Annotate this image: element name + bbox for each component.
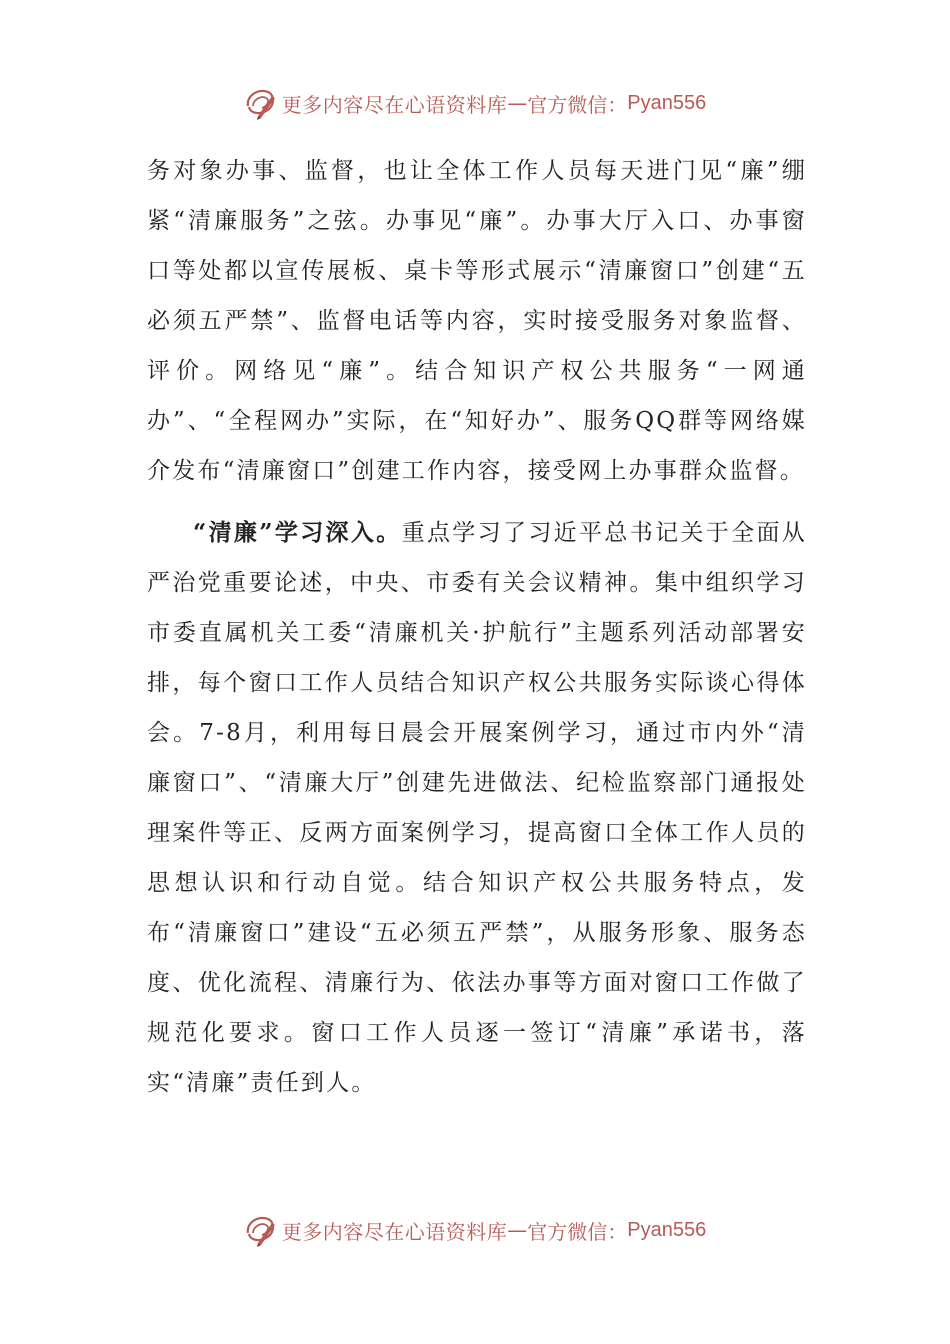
banner-separator: —: [507, 1218, 528, 1242]
pen-swirl-icon: [244, 86, 278, 120]
paragraph-2-body: 重点学习了习近平总书记关于全面从严治党重要论述，中央、市委有关会议精神。集中组织学习市委直属机关工委“清廉机关·护航行”主题系列活动部署安排，每个窗口工作人员结合知识产权公共服务实际谈心得体会。7-8月，利用每日晨会开展案例学习，通过市内外“清廉窗口”、“清廉大厅”创建先进做法、纪检监察部门通报处理案件等正、反两方面案例学习，提高窗口全体工作人员的思想认识和行动自觉。结合知识产权公共服务特点，发布“清廉窗口”建设“五必须五严禁”，从服务形象、服务态度、优化流程、清廉行为、依法办事等方面对窗口工作做了规范化要求。窗口工作人员逐一签订“清廉”承诺书，落实“清廉”责任到人。: [147, 520, 808, 1096]
banner-wechat-id: Pyan556: [627, 91, 707, 114]
footer-banner: [0, 1210, 950, 1250]
header-banner: [0, 83, 950, 123]
paragraph-1: 务对象办事、监督，也让全体工作人员每天进门见“廉”绷紧“清廉服务”之弦。办事见“廉”。办事大厅入口、办事窗口等处都以宣传展板、桌卡等形式展示“清廉窗口”创建“五必须五严禁”、监督电话等内容，实时接受服务对象监督、评价。网络见“廉”。结合知识产权公共服务“一网通办”、“全程网办”实际，在“知好办”、服务QQ群等网络媒介发布“清廉窗口”创建工作内容，接受网上办事群众监督。: [147, 158, 807, 484]
pen-swirl-icon: [244, 1213, 278, 1247]
document-body: [147, 146, 807, 1108]
paragraph-2-lead: “清廉”学习深入。: [193, 519, 402, 546]
banner-wechat-id: Pyan556: [627, 1218, 707, 1241]
banner-text: 更多内容尽在心语资料库: [281, 1219, 508, 1244]
banner-wechat-label: 官方微信：: [527, 1219, 628, 1244]
banner-text: 更多内容尽在心语资料库: [281, 92, 508, 117]
banner-wechat-label: 官方微信：: [527, 92, 628, 117]
banner-separator: —: [507, 91, 528, 115]
paragraph-2: [147, 508, 807, 1108]
